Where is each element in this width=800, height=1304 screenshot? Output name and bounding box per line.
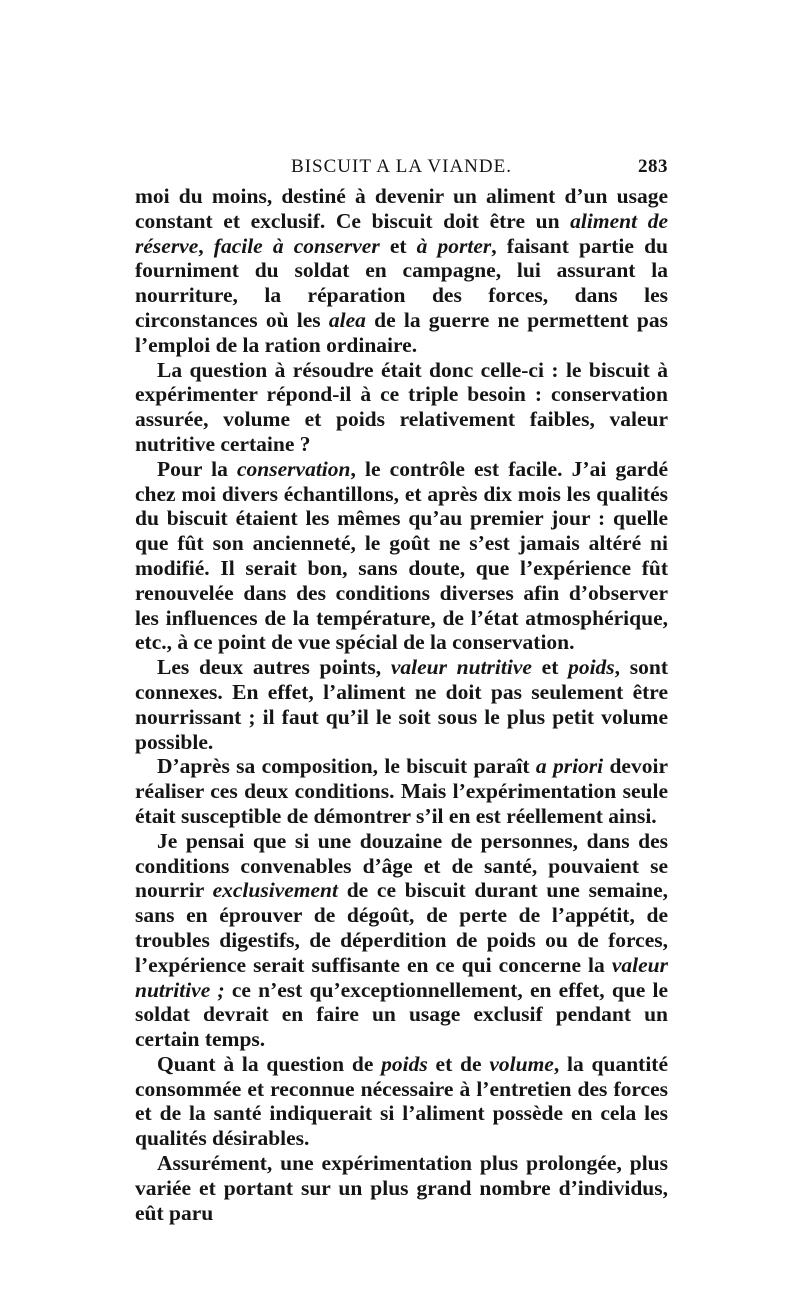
text-run: Les deux autres points, xyxy=(157,655,391,680)
italic-phrase: poids xyxy=(381,1051,428,1076)
italic-phrase: poids xyxy=(568,655,615,680)
text-run: et xyxy=(379,233,417,258)
text-run: et de xyxy=(427,1051,490,1076)
text-run: , la quantité consommée et reconnue nécessaire à l’entretien des forces et de la santé indiquerait si l’aliment possède en cela les qualités désirables. xyxy=(135,1051,669,1151)
text-run: ce n’est qu’exceptionnellement, en effet, que le soldat devrait en faire un usage exclusif pendant un certain temps. xyxy=(135,977,668,1052)
paragraph xyxy=(135,1052,668,1151)
italic-phrase: à porter xyxy=(416,233,492,258)
italic-phrase: a priori xyxy=(535,754,604,779)
italic-phrase: exclusivement xyxy=(212,878,338,903)
italic-phrase: volume xyxy=(489,1051,554,1076)
text-run: de la guerre ne permettent pas l’emploi de la ration ordinaire. xyxy=(135,307,669,357)
italic-phrase: conservation xyxy=(237,456,351,481)
book-page xyxy=(135,152,668,1225)
text-run: , le contrôle est facile. J’ai gardé chez moi divers échantillons, et après dix mois les qualités du biscuit étaient les mêmes qu’au premier jour : quelle que fût son ancienneté, le goût ne s’est jamais altéré ni modifié. Il serait bon, sans doute, que l’expérience fût renouvelée dans des conditions diverses afin d’observer les influences de la température, de l’état atmosphérique, etc., à ce point de vue spécial de la conservation. xyxy=(135,456,668,655)
paragraph xyxy=(135,655,668,754)
text-run: Assurément, une expérimentation plus prolongée, plus variée et portant sur un plus grand nombre d’individus, eût paru xyxy=(135,1151,668,1225)
page-header xyxy=(135,152,668,184)
text-run: D’après sa composition, le biscuit paraît xyxy=(157,754,536,779)
italic-phrase: valeur nutritive ; xyxy=(135,952,668,1002)
italic-phrase: facile à conserver xyxy=(213,233,380,258)
paragraph xyxy=(135,457,668,655)
text-run: , faisant partie du fourniment du soldat en campagne, lui assurant la nourriture, la réparation des forces, dans les circonstances où les xyxy=(135,233,668,332)
paragraph xyxy=(135,754,668,828)
paragraph xyxy=(135,829,668,1052)
text-run: Je pensai que si une douzaine de personnes, dans des conditions convenables d’âge et de santé, pouvaient se nourrir xyxy=(135,828,668,903)
paragraph xyxy=(135,184,668,358)
text-run: Quant à la question de xyxy=(157,1051,382,1076)
text-run: La question à résoudre était donc celle-ci : le biscuit à expérimenter répond-il à ce triple besoin : conservation assurée, volume et poids relativement faibles, valeur nutritive certaine ? xyxy=(135,357,668,456)
italic-phrase: aliment de réserve xyxy=(135,208,668,258)
page-number: 283 xyxy=(638,156,668,177)
text-run: , sont connexes. En effet, l’aliment ne doit pas seulement être nourrissant ; il faut qu’il le soit sous le plus petit volume possible. xyxy=(135,655,668,754)
italic-phrase: valeur nutritive xyxy=(390,655,532,680)
paragraph xyxy=(135,1151,668,1225)
text-run: Pour la xyxy=(157,456,237,481)
text-run: moi du moins, destiné à devenir un aliment d’un usage constant et exclusif. Ce biscuit doit être un xyxy=(135,184,668,233)
text-run: de ce biscuit durant une semaine, sans en éprouver de dégoût, de perte de l’appétit, de troubles digestifs, de déperdition de poids ou de forces, l’expérience serait suffisante en ce qui concerne la xyxy=(135,878,668,977)
text-run: , xyxy=(198,233,214,258)
running-title: BISCUIT A LA VIANDE. xyxy=(291,156,512,177)
text-run: devoir réaliser ces deux conditions. Mais l’expérimentation seule était susceptible de démontrer s’il en est réellement ainsi. xyxy=(135,754,668,828)
body-text xyxy=(135,184,668,1225)
paragraph xyxy=(135,358,668,457)
italic-phrase: alea xyxy=(328,307,366,332)
text-run: et xyxy=(531,655,569,680)
